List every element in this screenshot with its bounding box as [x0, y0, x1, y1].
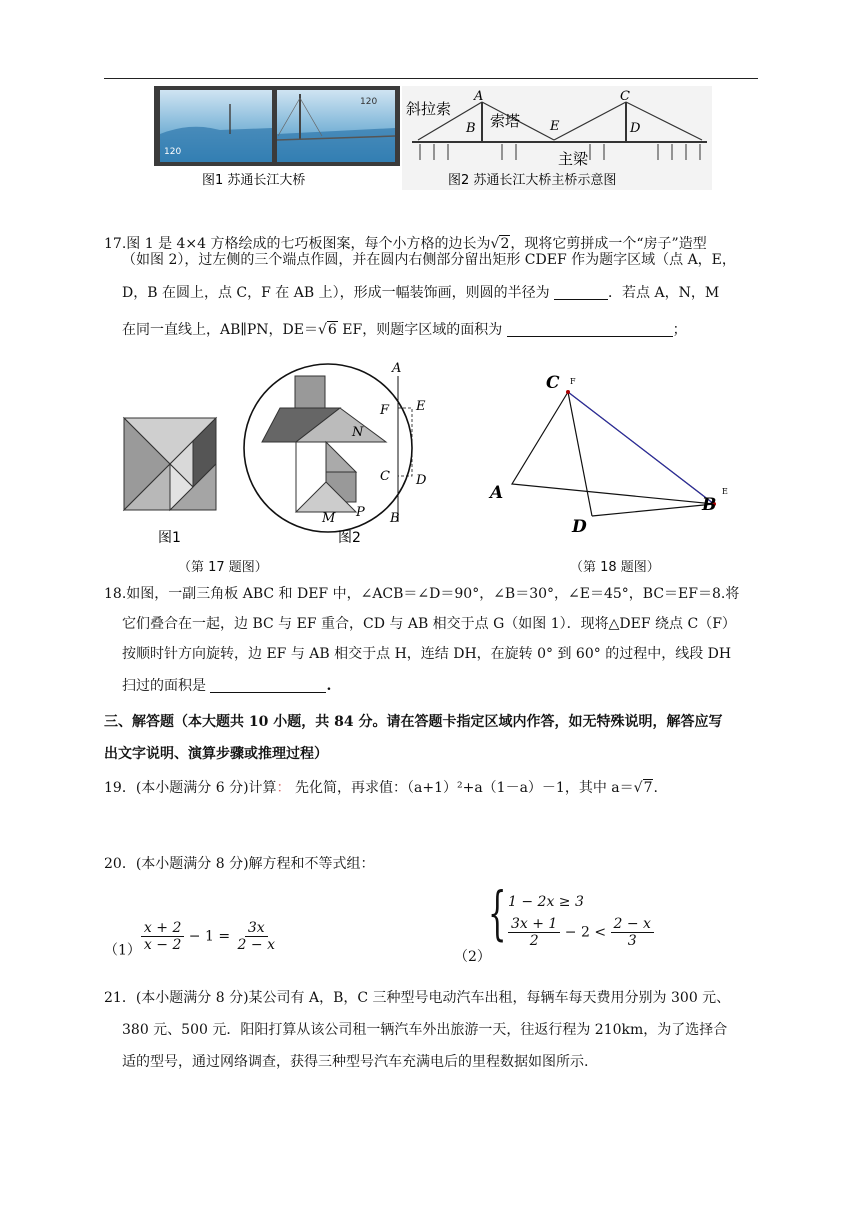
fig2-caption: 图2 苏通长江大桥主桥示意图	[448, 173, 617, 188]
segment-FE	[568, 392, 714, 504]
fig17-point-N: N	[352, 425, 364, 440]
fig18	[484, 370, 744, 540]
fig18-point-C: C	[546, 373, 560, 393]
cable-label: 斜拉索	[406, 100, 452, 118]
fig17-caption: （第 17 题图）	[178, 560, 268, 575]
fig18-point-E: E	[722, 487, 728, 496]
beam-label: 主梁	[558, 150, 589, 168]
fig17-point-A: A	[392, 361, 402, 376]
q20-eq1: （1） $\frac{x + 2}{x - 2}$ − 1 = $\frac{3x}{2 - x}$	[104, 920, 275, 959]
point-B: B	[466, 121, 476, 136]
point-C: C	[620, 89, 630, 104]
fig17-label-1: 图1	[158, 530, 181, 546]
q21-line2: 380 元、500 元．阳阳打算从该公司租一辆汽车外出旅游一天，往返行程为 210km，为了选择合	[122, 1022, 728, 1038]
section3-line1: 三、解答题（本大题共 10 小题，共 84 分。请在答题卡指定区域内作答，如无特殊说明，解答应写	[104, 714, 723, 730]
q17-line3: D，B 在圆上，点 C，F 在 AB 上），形成一幅装饰画，则圆的半径为 ．若点 A，N，M	[122, 285, 720, 301]
q18-line2: 它们叠合在一起，边 BC 与 EF 重合，CD 与 AB 相交于点 G（如图 1）．现将△DEF 绕点 C（F）	[122, 616, 736, 632]
q17-line1: 17.图 1 是 4×4 方格绘成的七巧板图案，每个小方格的边长为√2，现将它剪拼成一个“房子”造型	[104, 236, 707, 252]
fig17-point-D: D	[416, 473, 427, 488]
fig17-point-M: M	[322, 511, 336, 526]
point-A: A	[474, 89, 484, 104]
fig17-point-P: P	[356, 505, 365, 520]
segment-FD	[568, 392, 592, 516]
q21-line3: 适的型号，通过网络调查，获得三种型号汽车充满电后的里程数据如图所示.	[122, 1054, 589, 1070]
q18-line3: 按顺时针方向旋转，边 EF 与 AB 相交于点 H，连结 DH，在旋转 0° 到 60° 的过程中，线段 DH	[122, 646, 732, 662]
q18-line1: 18.如图，一副三角板 ABC 和 DEF 中，∠ACB＝∠D＝90°，∠B＝30°，∠E＝45°，BC＝EF＝8.将	[104, 586, 740, 602]
q18-blank[interactable]	[210, 678, 326, 693]
fig17-point-B: B	[390, 511, 400, 526]
q17-line2: （如图 2），过左侧的三个端点作圆，并在圆内右侧部分留出矩形 CDEF 作为题字区域（点 A，E，	[122, 252, 736, 268]
fig18-point-B: B	[702, 495, 717, 515]
fig18-caption: （第 18 题图）	[570, 560, 660, 575]
fig17-label-2: 图2	[338, 530, 361, 546]
fig18-point-D: D	[572, 517, 587, 537]
fig17-point-E: E	[416, 399, 426, 414]
tower-label: 索塔	[490, 112, 521, 130]
fig17	[118, 356, 448, 556]
q18-line4: 扫过的面积是 .	[122, 678, 332, 694]
fig17-point-F: F	[380, 403, 390, 418]
point-E: E	[550, 119, 560, 134]
point-D: D	[630, 121, 641, 136]
q21-line1: 21．(本小题满分 8 分)某公司有 A，B，C 三种型号电动汽车出租，每辆车每天费用分别为 300 元、	[104, 990, 731, 1006]
segment-DE	[592, 504, 714, 516]
q20-text: 20．(本小题满分 8 分)解方程和不等式组：	[104, 856, 375, 872]
q17-line4: 在同一直线上，AB∥PN，DE＝√6 EF，则题字区域的面积为 ；	[122, 322, 687, 338]
stamp-value-right: 120	[360, 97, 378, 107]
bridge-figure	[150, 84, 715, 192]
stamp-value-left: 120	[164, 147, 182, 157]
q19: 19．(本小题满分 6 分)计算： 先化简，再求值：（a+1）²+a（1－a）－1，其中 a＝√7.	[104, 780, 658, 796]
fig1-caption: 图1 苏通长江大桥	[202, 173, 306, 188]
triangle-ABC	[512, 392, 714, 504]
header-rule	[104, 78, 758, 79]
fig18-point-A: A	[490, 483, 504, 503]
q17-blank-radius[interactable]	[554, 285, 608, 300]
q17-blank-area[interactable]	[507, 322, 673, 337]
tangram-square	[124, 418, 216, 510]
fig18-point-F: F	[570, 377, 576, 386]
fig17-point-C: C	[380, 469, 390, 484]
section3-line2: 出文字说明、演算步骤或推理过程）	[104, 746, 328, 762]
